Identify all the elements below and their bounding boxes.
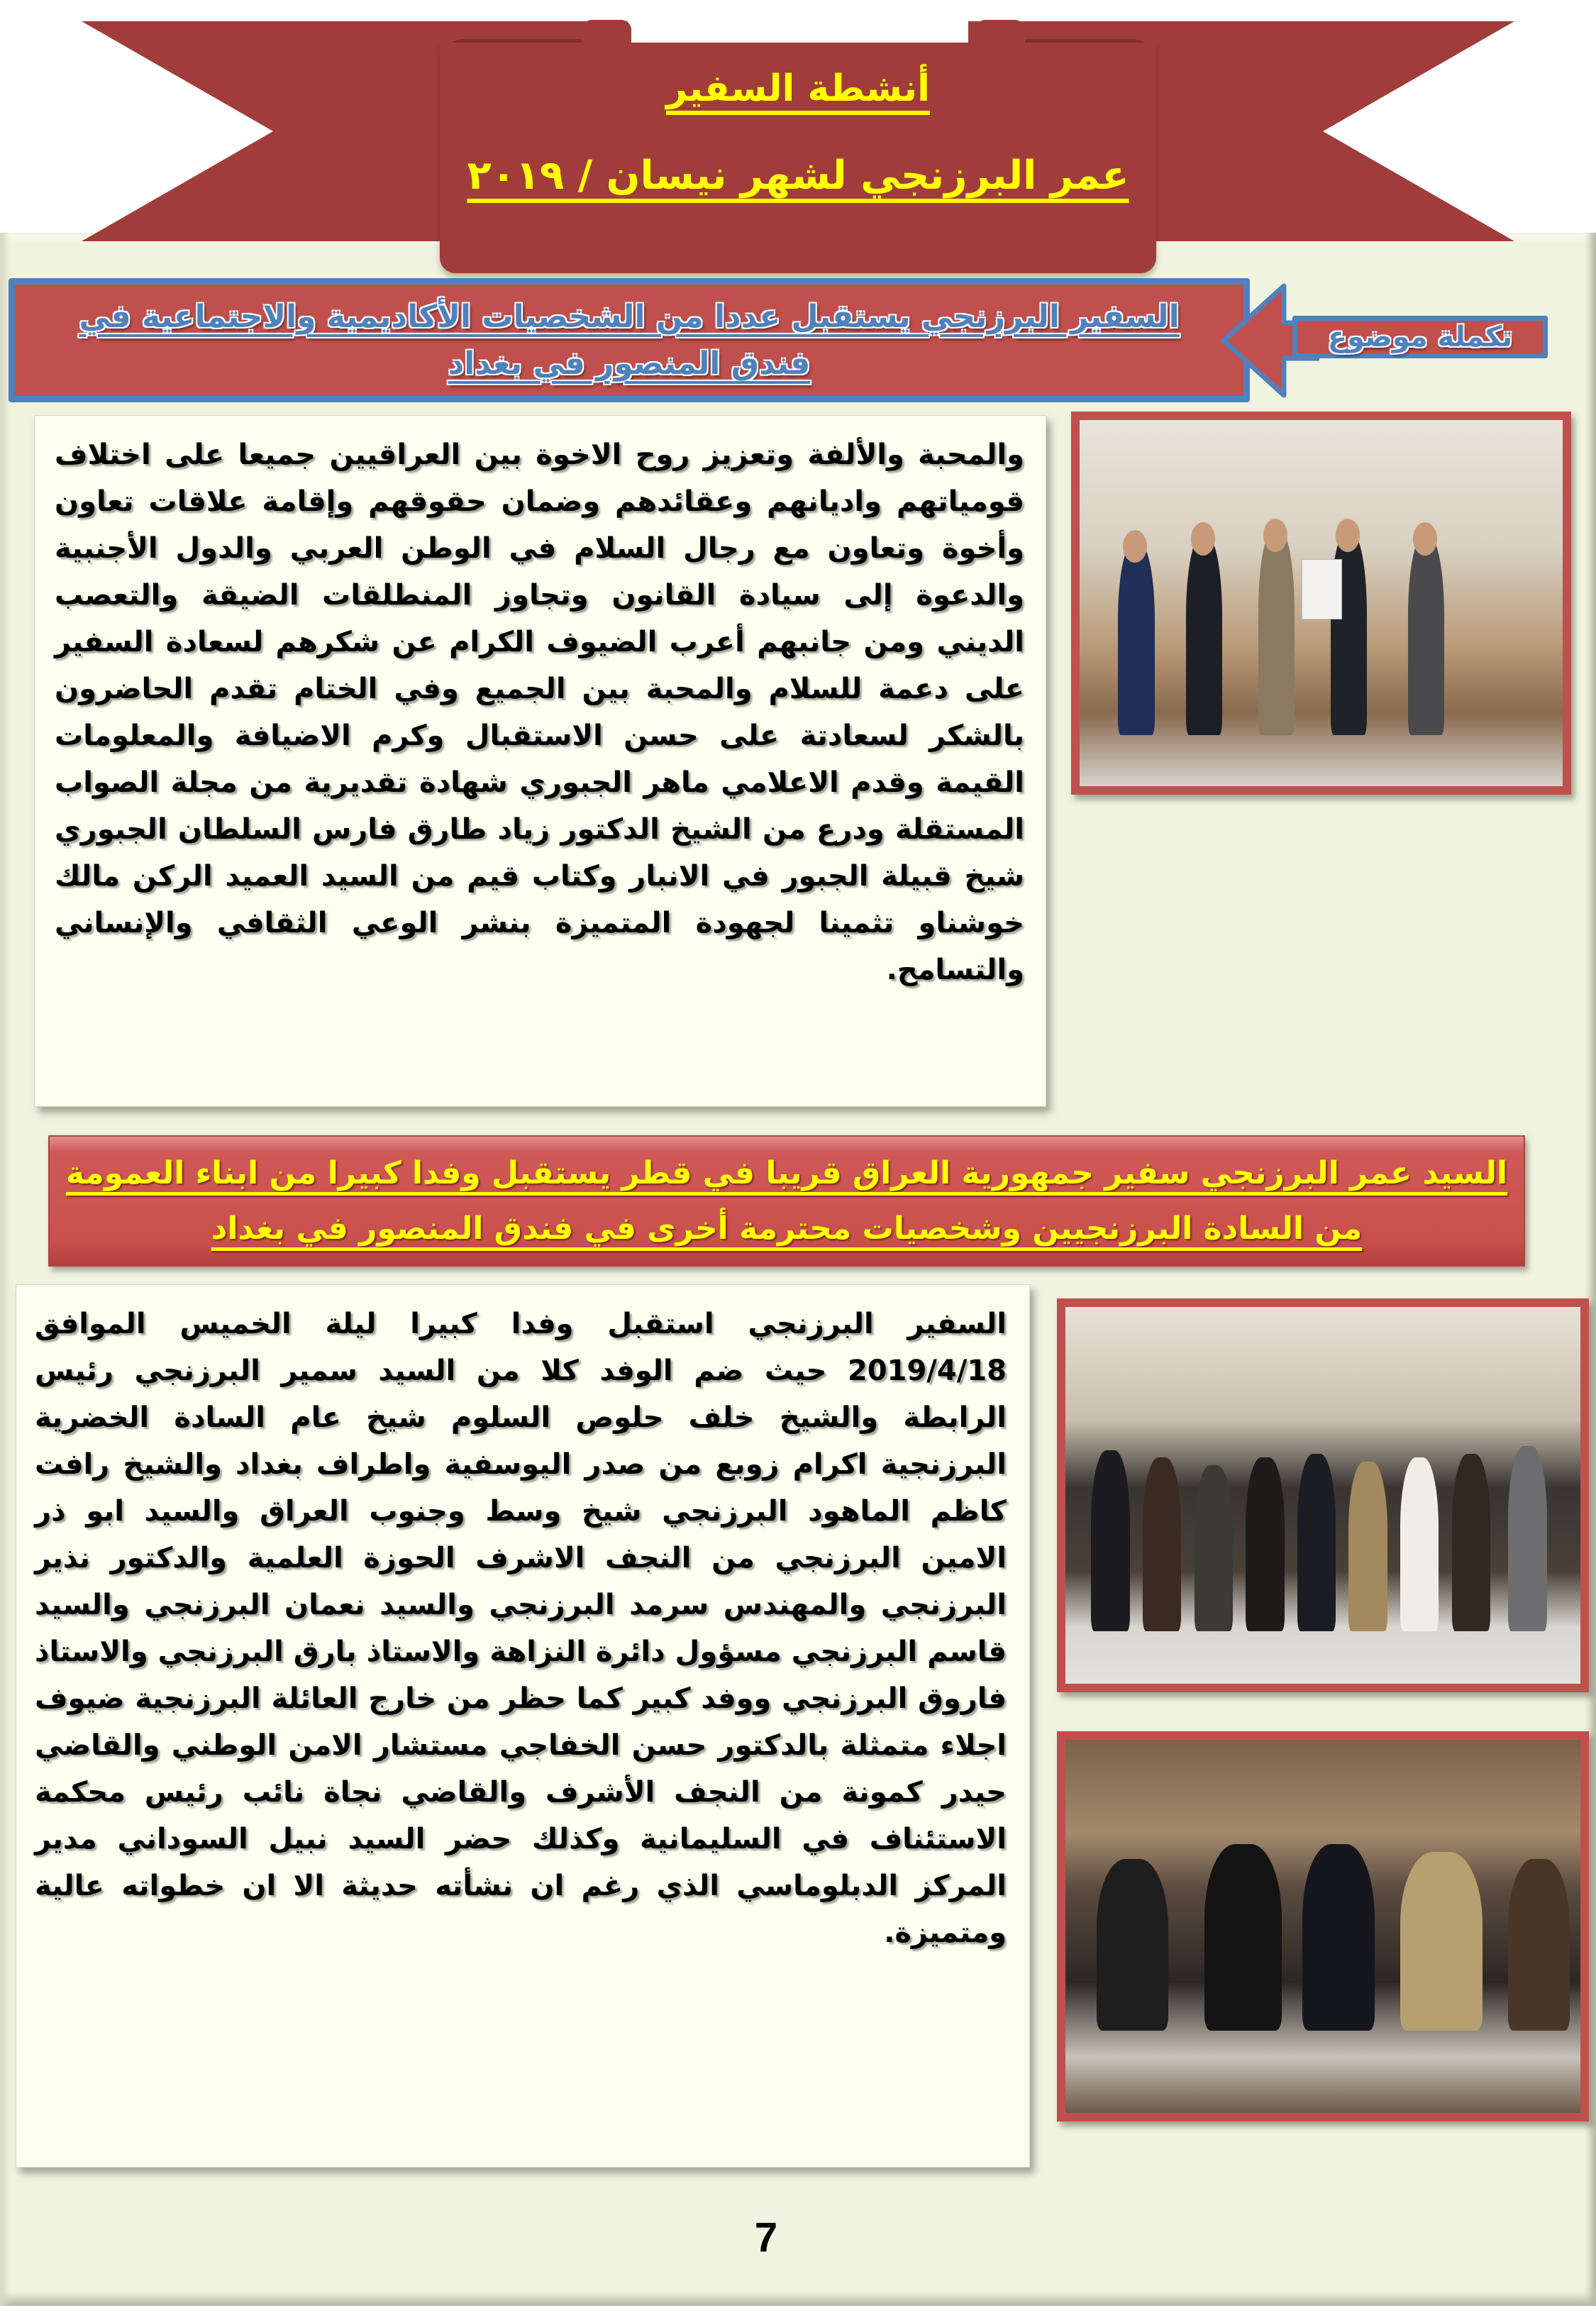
- section2-body-box: [16, 1284, 1030, 2168]
- page-subtitle: عمر البرزنجي لشهر نيسان / ٢٠١٩: [467, 153, 1129, 199]
- section2-header: [48, 1135, 1525, 1267]
- section1-title: السفير البرزنجي يستقبل عددا من الشخصيات الأكاديمية والاجتماعية في فندق المنصور في بغداد: [79, 298, 1180, 382]
- section1-body-box: [34, 415, 1046, 1107]
- continue-topic-box: [1292, 316, 1548, 358]
- section1-photo-frame: [1071, 412, 1571, 795]
- section1-body-text: والمحبة والألفة وتعزيز روح الاخوة بين العراقيين جميعا على اختلاف قومياتهم واديانهم وعقائدهم وضمان حقوقهم وإقامة علاقات تعاون وأخوة وتعاون مع رجال السلام في الوطن العربي والدول الأجنبية والدعوة إلى سيادة القانون وتجاوز المنطلقات الضيقة والتعصب الديني ومن جانبهم أعرب الضيوف الكرام عن شكرهم لسعادة السفير على دعمة للسلام والمحبة بين الجميع وفي الختام تقدم الحاضرون بالشكر لسعادتة على حسن الاستقبال وكرم الاضيافة والمعلومات القيمة وقدم الاعلامي ماهر الجبوري شهادة تقديرية من مجلة الصواب المستقلة ودرع من الشيخ الدكتور زياد طارق فارس السلطان الجبوري شيخ قبيلة الجبور في الانبار وكتاب قيم من السيد العميد الركن مالك خوشناو تثمينا لجهودة المتميزة بنشر الوعي الثقافي والإنساني والتسامح.: [55, 438, 1024, 986]
- continue-topic-label: تكملة موضوع: [1327, 321, 1513, 353]
- section2-title: السيد عمر البرزنجي سفير جمهورية العراق قريبا في قطر يستقبل وفدا كبيرا من ابناء العمومة من السادة البرزنجيين وشخصيات محترمة أخرى في فندق المنصور في بغداد: [65, 1154, 1508, 1247]
- section2-photo2: [1065, 1740, 1580, 2113]
- section2-photo2-frame: [1057, 1731, 1589, 2122]
- section1-photo: [1080, 420, 1563, 786]
- section1-header: [9, 278, 1250, 402]
- section2-photo1: [1065, 1307, 1580, 1684]
- section2-body-text: السفير البرزنجي استقبل وفدا كبيرا ليلة الخميس الموافق 2019/4/18 حيث ضم الوفد كلا من السيد سمير البرزنجي رئيس الرابطة والشيخ خلف حلوص السلوم شيخ عام السادة الخضرية البرزنجية اكرام زوبع من صدر اليوسفية واطراف بغداد والشيخ رافت كاظم الماهود البرزنجي شيخ وسط وجنوب العراق والسيد ابو ذر الامين البرزنجي من النجف الاشرف الحوزة العلمية والدكتور نذير البرزنجي والمهندس سرمد البرزنجي والسيد نعمان البرزنجي والسيد قاسم البرزنجي مسؤول دائرة النزاهة والاستاذ بارق البرزنجي والاستاذ فاروق البرزنجي ووفد كبير كما حظر من خارج العائلة البرزنجية ضيوف اجلاء متمثلة بالدكتور حسن الخفاجي مستشار الامن الوطني والقاضي حيدر كمونة من النجف الأشرف والقاضي نجاة نائب رئيس محكمة الاستئناف في السليمانية وكذلك حضر السيد نبيل السوداني مدير المركز الدبلوماسي الذي رغم ان نشأته حديثة الا ان خطواته عالية ومتميزة.: [35, 1308, 1007, 1949]
- section2-photo1-frame: [1057, 1298, 1589, 1692]
- page-title: أنشطة السفير: [666, 67, 930, 110]
- certificate: [1302, 559, 1341, 619]
- page-number: 7: [754, 2214, 778, 2261]
